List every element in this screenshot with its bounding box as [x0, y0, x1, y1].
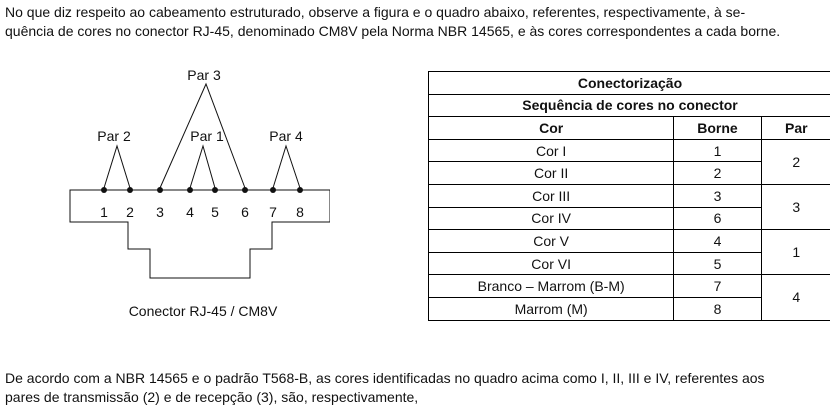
pair-4-lines [273, 146, 300, 188]
intro-paragraph [5, 3, 827, 41]
pin-6: 6 [241, 204, 249, 220]
cell-borne: 7 [674, 275, 761, 298]
cell-par: 2 [761, 139, 830, 184]
cell-cor: Cor V [429, 230, 674, 253]
pin-5: 5 [211, 204, 219, 220]
intro-line-2: quência de cores no conector RJ-45, denominado CM8V pela Norma NBR 14565, e às cores correspondentes a cada borne. [5, 23, 781, 39]
pair-2-lines [104, 146, 130, 188]
intro-line-1: No que diz respeito ao cabeamento estruturado, observe a figura e o quadro abaixo, referentes, respectivamente, à se- [5, 4, 746, 20]
cell-par: 3 [761, 184, 830, 229]
cell-cor: Cor I [429, 139, 674, 162]
table-subtitle: Sequência de cores no conector [429, 94, 830, 117]
pin-1: 1 [100, 204, 108, 220]
pin-4: 4 [186, 204, 194, 220]
pair-1-lines [190, 146, 215, 188]
table-row [429, 275, 830, 298]
question-line-2: pares de transmissão (2) e de recepção (3), são, respectivamente, [5, 389, 419, 405]
cell-cor: Cor III [429, 184, 674, 207]
pin-7: 7 [269, 204, 277, 220]
cell-cor: Branco – Marrom (B-M) [429, 275, 674, 298]
cell-borne: 8 [674, 297, 761, 320]
label-par-2: Par 2 [97, 128, 131, 144]
label-par-1: Par 1 [190, 128, 224, 144]
rj45-connector-figure [60, 62, 330, 332]
cell-cor: Cor II [429, 162, 674, 185]
cell-par: 1 [761, 230, 830, 275]
label-par-3: Par 3 [187, 67, 221, 83]
pin-2: 2 [126, 204, 134, 220]
figure-caption: Conector RJ-45 / CM8V [128, 303, 278, 319]
cell-borne: 2 [674, 162, 761, 185]
header-par: Par [761, 117, 830, 140]
pin-3: 3 [156, 204, 164, 220]
cell-borne: 1 [674, 139, 761, 162]
connectorization-table [428, 71, 830, 321]
table-row [429, 230, 830, 253]
cell-borne: 3 [674, 184, 761, 207]
cell-cor: Marrom (M) [429, 297, 674, 320]
table-row [429, 139, 830, 162]
label-par-4: Par 4 [269, 128, 303, 144]
cell-par: 4 [761, 275, 830, 320]
cell-cor: Cor VI [429, 252, 674, 275]
question-line-1: De acordo com a NBR 14565 e o padrão T568-B, as cores identificadas no quadro acima como I, II, III e IV, referentes aos [5, 370, 765, 386]
cell-cor: Cor IV [429, 207, 674, 230]
connector-outline [70, 190, 330, 278]
question-paragraph [5, 369, 827, 407]
cell-borne: 4 [674, 230, 761, 253]
header-cor: Cor [429, 117, 674, 140]
cell-borne: 5 [674, 252, 761, 275]
header-borne: Borne [674, 117, 761, 140]
table-title: Conectorização [429, 72, 830, 95]
pin-8: 8 [296, 204, 304, 220]
cell-borne: 6 [674, 207, 761, 230]
table-row [429, 184, 830, 207]
